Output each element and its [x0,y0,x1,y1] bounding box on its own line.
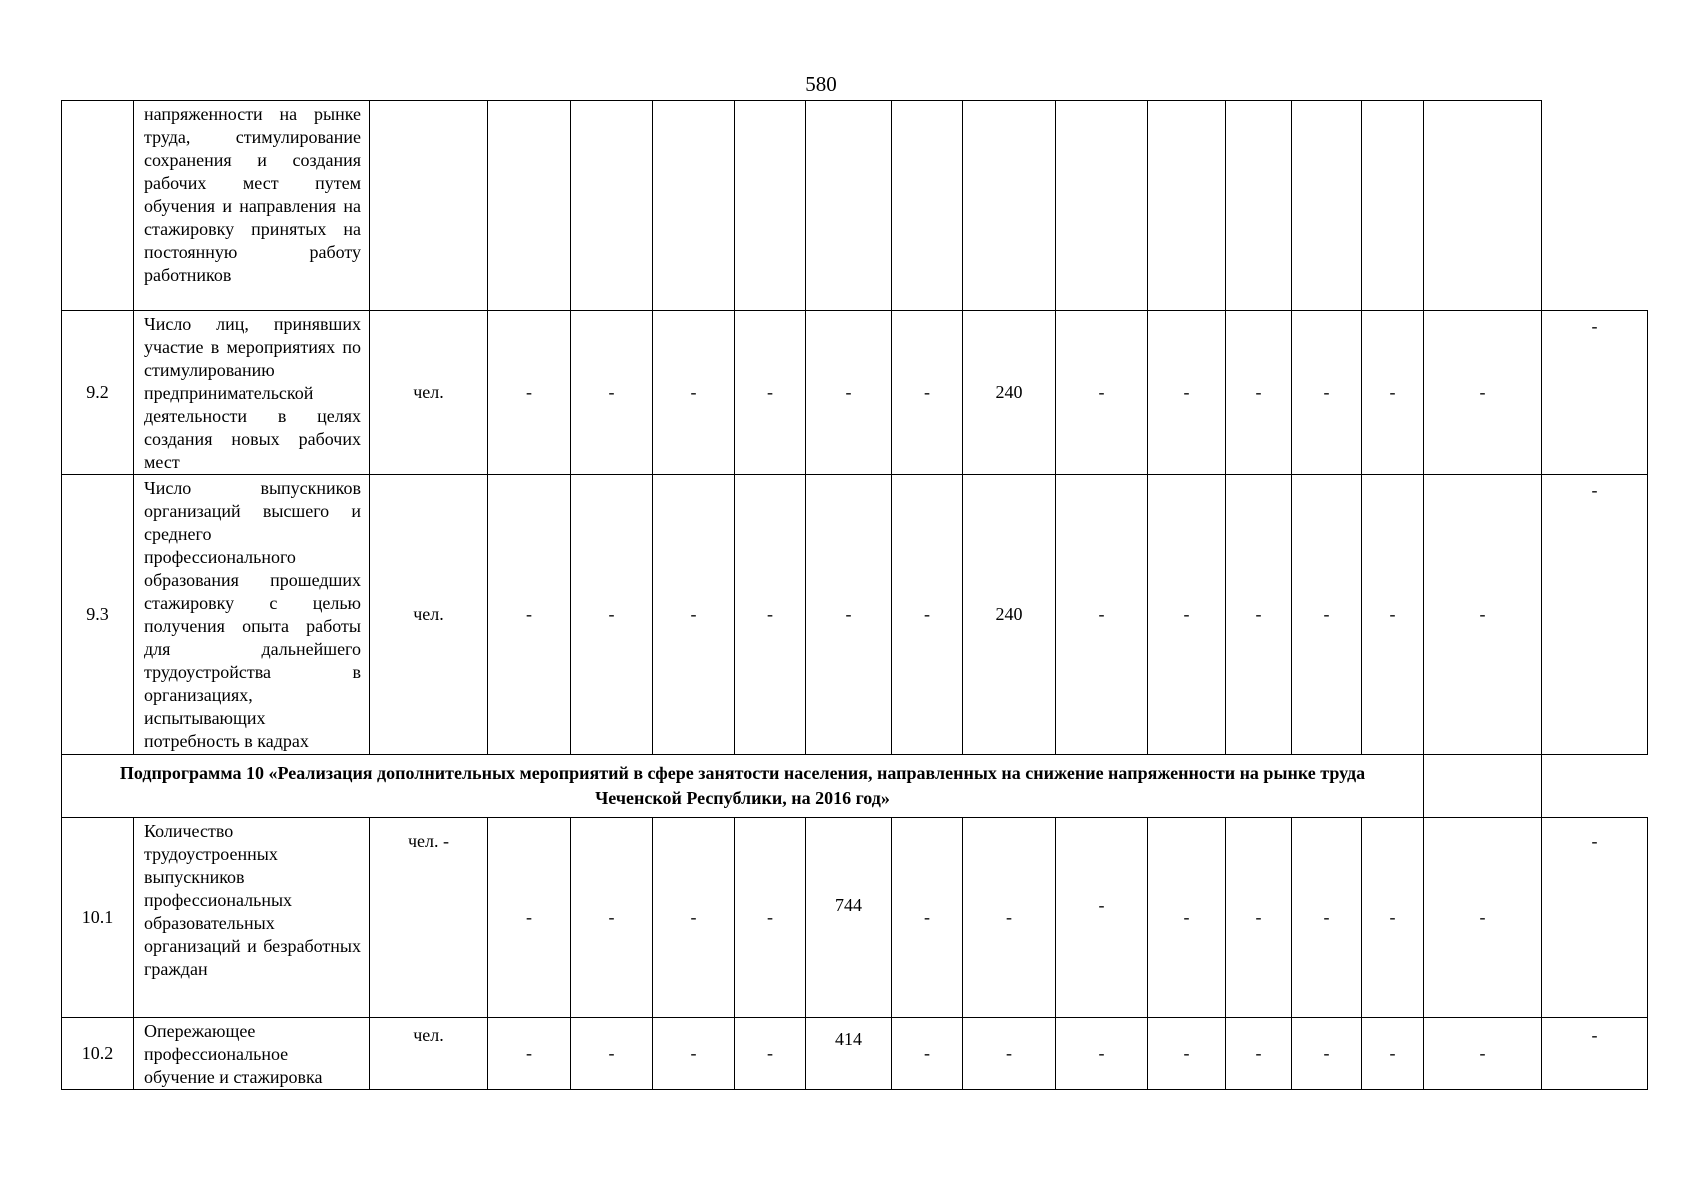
value-cell [1362,101,1424,311]
value-cell-last: - [1542,475,1648,755]
value-cell-last: - [1542,1018,1648,1090]
value-cell: - [488,818,571,1018]
value-cell: - [653,475,735,755]
row-number [62,101,134,311]
value-cell: - [1362,311,1424,475]
value-cell: - [1226,311,1292,475]
value-cell: - [1292,1018,1362,1090]
value-cell: 240 [963,475,1056,755]
table-row [62,475,1648,755]
section-empty-cell [1424,755,1542,818]
value-cell: - [1148,475,1226,755]
value-cell: - [735,818,806,1018]
unit: чел. - [370,818,488,1018]
value-cell: - [571,475,653,755]
value-cell [1424,101,1542,311]
value-cell: 744 [806,806,892,1006]
value-cell [1056,101,1148,311]
row-number: 9.3 [62,475,134,755]
unit: чел. [370,311,488,475]
value-cell: - [488,311,571,475]
value-cell: 414 [806,1018,892,1090]
value-cell [653,101,735,311]
unit [370,101,488,311]
value-cell [735,101,806,311]
value-cell: - [571,818,653,1018]
value-cell: - [735,311,806,475]
value-cell [1292,101,1362,311]
value-cell: - [963,1018,1056,1090]
value-cell: - [1056,311,1148,475]
row-number: 9.2 [62,311,134,475]
value-cell [488,101,571,311]
indicator-name: Число лиц, принявших участие в мероприятиях по стимулированию предпринимательской деятельности в целях создания новых рабочих мест [134,311,370,475]
row-number: 10.2 [62,1018,134,1090]
value-cell: - [1226,475,1292,755]
value-cell: - [1362,475,1424,755]
table-row [62,101,1648,311]
value-cell: - [1424,475,1542,755]
value-cell: - [735,1018,806,1090]
value-cell: - [653,1018,735,1090]
value-cell-last: - [1542,818,1648,1018]
page-number: 580 [805,72,837,96]
value-cell: - [806,311,892,475]
value-cell: - [892,818,963,1018]
value-cell [892,101,963,311]
value-cell: - [1226,818,1292,1018]
value-cell: - [1362,1018,1424,1090]
table-row [62,1018,1648,1090]
unit: чел. [370,1018,488,1090]
value-cell: - [488,1018,571,1090]
table-row [62,818,1648,1018]
value-cell: - [1226,1018,1292,1090]
value-cell: - [653,818,735,1018]
value-cell: - [963,818,1056,1018]
value-cell [571,101,653,311]
unit: чел. [370,475,488,755]
indicator-name: Опережающее профессиональное обучение и стажировка [134,1018,370,1090]
value-cell: - [1292,818,1362,1018]
section-title: Подпрограмма 10 «Реализация дополнительных мероприятий в сфере занятости населения, направленных на снижение напряженности на рынке труда Чеченской Республики, на 2016 год» [62,755,1424,818]
value-cell [1148,101,1226,311]
value-cell: - [1424,818,1542,1018]
row-number: 10.1 [62,818,134,1018]
value-cell: - [1056,806,1148,1006]
value-cell: - [892,475,963,755]
value-cell: - [1292,311,1362,475]
value-cell: - [1424,1018,1542,1090]
value-cell: - [892,311,963,475]
indicators-table [61,100,1648,1090]
indicator-name: Число выпускников организаций высшего и среднего профессионального образования прошедших стажировку с целью получения опыта работы для дальнейшего трудоустройства в организациях, испытывающих потребность в кадрах [134,475,370,755]
indicator-name: напряженности на рынке труда, стимулирование сохранения и создания рабочих мест путем обучения и направления на стажировку принятых на постоянную работу работников [134,101,370,311]
value-cell: - [892,1018,963,1090]
value-cell-last: - [1542,311,1648,475]
indicator-name: Количество трудоустроенных выпускников профессиональных образовательных организаций и безработных граждан [134,818,370,1018]
value-cell: - [653,311,735,475]
value-cell: - [488,475,571,755]
value-cell: - [1056,475,1148,755]
value-cell: - [735,475,806,755]
table-row [62,311,1648,475]
value-cell [963,101,1056,311]
value-cell: - [1056,1018,1148,1090]
value-cell: - [1148,311,1226,475]
value-cell: - [571,1018,653,1090]
value-cell: - [571,311,653,475]
value-cell: - [806,475,892,755]
value-cell [1226,101,1292,311]
value-cell: 240 [963,311,1056,475]
value-cell [806,101,892,311]
value-cell: - [1148,818,1226,1018]
value-cell: - [1424,311,1542,475]
value-cell: - [1362,818,1424,1018]
value-cell: - [1292,475,1362,755]
value-cell: - [1148,1018,1226,1090]
